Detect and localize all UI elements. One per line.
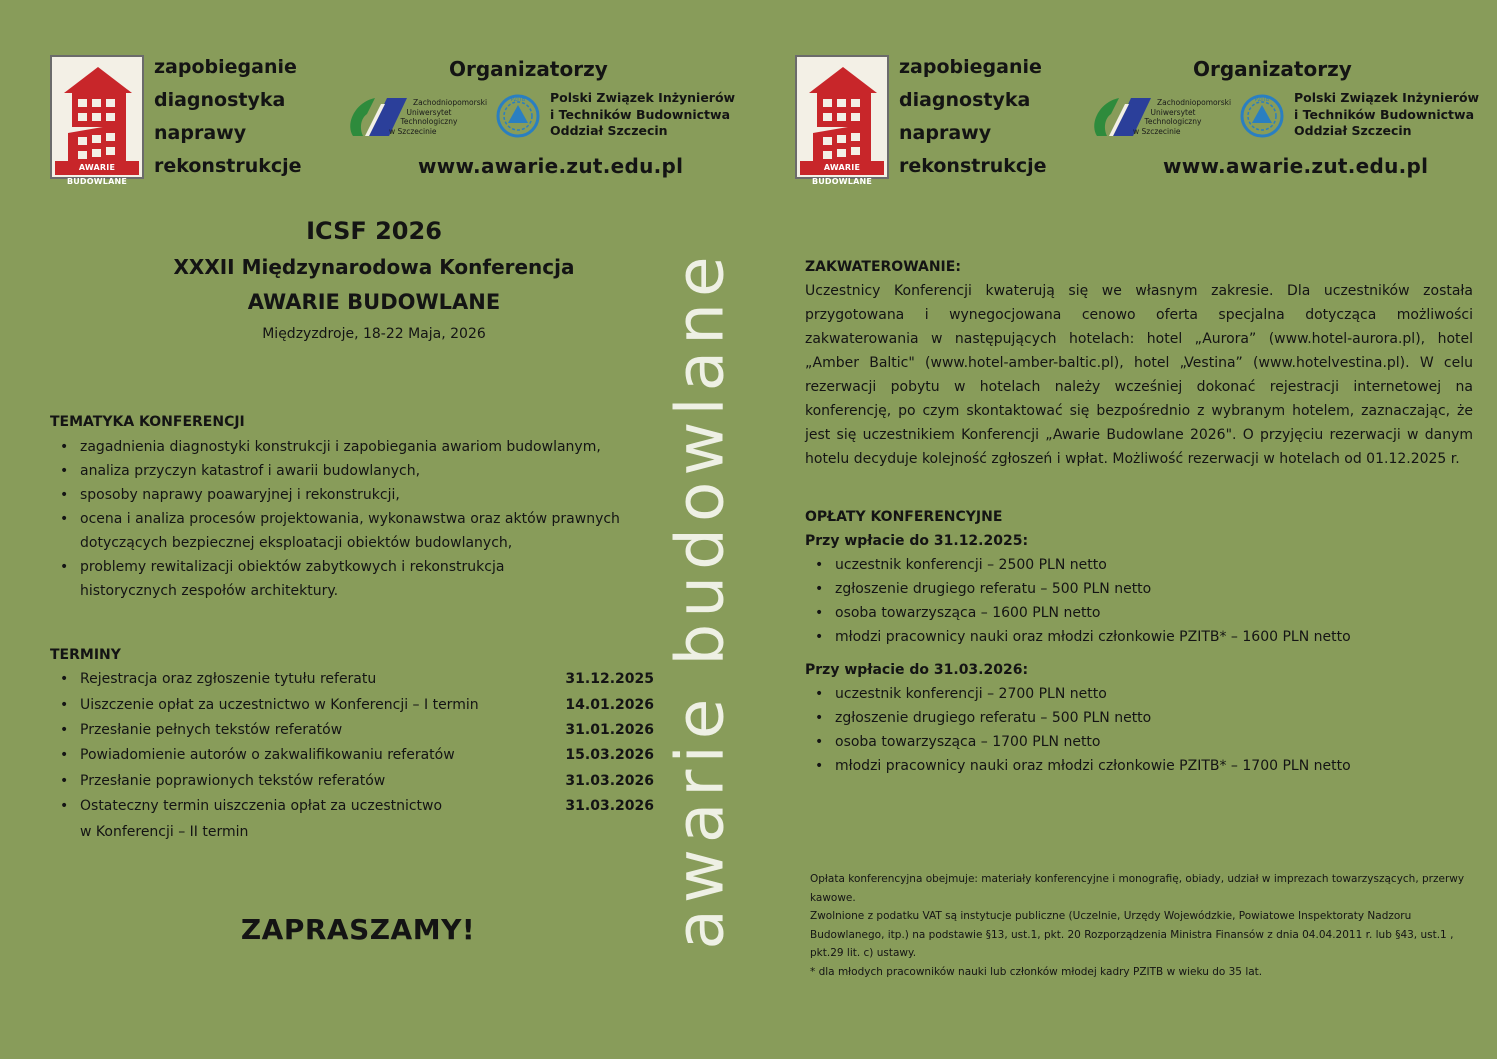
term-label: Uiszczenie opłat za uczestnictwo w Konferencji – I termin	[80, 697, 479, 713]
pzitb-logo-icon	[494, 93, 542, 139]
keyword-item: rekonstrukcje	[899, 155, 1047, 177]
term-label: Ostateczny termin uiszczenia opłat za uczestnictwo	[80, 798, 443, 814]
list-item: • uczestnik konferencji – 2500 PLN netto	[805, 553, 1465, 577]
logo-label: AWARIE BUDOWLANE	[800, 161, 884, 175]
pzitb-logo-icon	[1238, 93, 1286, 139]
zut-name	[389, 98, 488, 136]
list-item: • zgłoszenie drugiego referatu – 500 PLN netto	[805, 577, 1465, 601]
pzitb-line: Oddział Szczecin	[1294, 123, 1412, 138]
zut-line: Zachodniopomorski	[413, 98, 488, 107]
term-label: Powiadomienie autorów o zakwalifikowaniu referatów	[80, 747, 455, 763]
list-item: • uczestnik konferencji – 2700 PLN netto	[805, 682, 1465, 706]
list-item: • zgłoszenie drugiego referatu – 500 PLN netto	[805, 706, 1465, 730]
building-icon	[803, 63, 883, 163]
list-item: • osoba towarzysząca – 1700 PLN netto	[805, 730, 1465, 754]
conference-code: ICSF 2026	[306, 217, 442, 245]
note-text: Opłata konferencyjna obejmuje: materiały konferencyjne i monografię, obiady, udział w imprezach towarzyszących, przerwy kawowe.	[810, 873, 1465, 904]
pzitb-line: i Techników Budownictwa	[1294, 106, 1474, 122]
website-link[interactable]: www.awarie.zut.edu.pl	[418, 154, 684, 178]
term-date: 14.01.2026	[565, 697, 654, 713]
note-text: * dla młodych pracowników nauki lub członków młodej kadry PZITB w wieku do 35 lat.	[810, 965, 1263, 978]
keyword-list	[154, 51, 302, 183]
fees-notes	[810, 870, 1470, 981]
list-item: • sposoby naprawy poawaryjnej i rekonstrukcji,	[50, 483, 650, 507]
svg-text:PZITB: PZITB	[1254, 97, 1270, 103]
keyword-item: zapobieganie	[154, 56, 297, 78]
zut-line: Uniwersytet	[1150, 107, 1196, 117]
topics-heading: TEMATYKA KONFERENCJI	[50, 414, 245, 430]
accommodation-text: Uczestnicy Konferencji kwaterują się we własnym zakresie. Dla uczestników została przygotowana i wynegocjowana cenowo oferta specjalna dotycząca możliwości zakwaterowania w następujących hotelach: hotel „Aurora” (www.hotel-aurora.pl), hotel „Amber Baltic" (www.hotel-amber-baltic.pl), hotel „Vestina” (www.hotelvestina.pl). W celu rezerwacji pobytu w hotelach należy wcześniej dokonać rejestracji internetowej na konferencję, po czym skontaktować się bezpośrednio z wybranym hotelem, zaznaczając, że jest się uczestnikiem Konferencji „Awarie Budowlane 2026". O przyjęciu rezerwacji w danym hotelu decyduje kolejność zgłoszeń i wpłat. Możliwość rezerwacji w hotelach od 01.12.2025 r.	[805, 283, 1473, 467]
keyword-item: naprawy	[154, 122, 247, 144]
vertical-title-text: awarie budowlane	[661, 250, 739, 950]
logo-label: AWARIE BUDOWLANE	[55, 161, 139, 175]
zut-line: Technologiczny	[400, 117, 458, 126]
svg-text:PZITB: PZITB	[510, 97, 526, 103]
fees-list	[805, 553, 1465, 649]
keyword-item: diagnostyka	[899, 89, 1031, 111]
term-date: 31.03.2026	[565, 773, 654, 789]
term-label: Przesłanie poprawionych tekstów referatów	[80, 773, 386, 789]
note-text: Zwolnione z podatku VAT są instytucje publiczne (Uczelnie, Urzędy Wojewódzkie, Powiatowe Inspektoraty Nadzoru Budowlanego, itp.) na podstawie §13, ust.1, pkt. 20 Rozporządzenia Ministra Finansów z dnia 04.04.2011 r. lub §43, ust.1 , pkt.29 lit. c) ustawy.	[810, 910, 1454, 959]
fees-period: Przy wpłacie do 31.12.2025:	[805, 533, 1029, 549]
keyword-item: diagnostyka	[154, 89, 286, 111]
zut-line: Technologiczny	[1144, 117, 1202, 126]
term-date: 31.12.2025	[565, 671, 654, 687]
fees-period: Przy wpłacie do 31.03.2026:	[805, 662, 1029, 678]
zut-name	[1133, 98, 1232, 136]
pzitb-line: Polski Związek Inżynierów	[550, 90, 736, 105]
website-link[interactable]: www.awarie.zut.edu.pl	[1163, 154, 1429, 178]
conference-title: AWARIE BUDOWLANE	[247, 290, 501, 314]
accommodation-heading: ZAKWATEROWANIE:	[805, 259, 961, 275]
term-date: 31.01.2026	[565, 722, 654, 738]
keyword-item: zapobieganie	[899, 56, 1042, 78]
list-item: • zagadnienia diagnostyki konstrukcji i zapobiegania awariom budowlanym,	[50, 435, 650, 459]
conference-name: XXXII Międzynarodowa Konferencja	[173, 255, 575, 279]
topics-list	[50, 435, 650, 603]
zut-line: w Szczecinie	[1133, 126, 1181, 136]
awarie-budowlane-logo	[795, 55, 889, 186]
list-item: • młodzi pracownicy nauki oraz młodzi członkowie PZITB* – 1600 PLN netto	[805, 625, 1465, 649]
pzitb-line: i Techników Budownictwa	[550, 106, 730, 122]
pzitb-name	[550, 90, 735, 140]
invite-text: ZAPRASZAMY!	[240, 913, 476, 946]
terms-heading: TERMINY	[50, 647, 121, 663]
list-item: • osoba towarzysząca – 1600 PLN netto	[805, 601, 1465, 625]
place-and-date: Międzyzdroje, 18-22 Maja, 2026	[262, 326, 486, 342]
organizers-title: Organizatorzy	[1193, 57, 1352, 81]
term-label: Przesłanie pełnych tekstów referatów	[80, 722, 343, 738]
term-date: 31.03.2026	[565, 798, 654, 814]
fees-heading: OPŁATY KONFERENCYJNE	[805, 509, 1003, 525]
term-label: Rejestracja oraz zgłoszenie tytułu referatu	[80, 671, 377, 687]
organizers-title: Organizatorzy	[449, 57, 608, 81]
list-item: • młodzi pracownicy nauki oraz młodzi członkowie PZITB* – 1700 PLN netto	[805, 754, 1465, 778]
list-item: • analiza przyczyn katastrof i awarii budowlanych,	[50, 459, 650, 483]
term-date: 15.03.2026	[565, 747, 654, 763]
list-item: • ocena i analiza procesów projektowania, wykonawstwa oraz aktów prawnych dotyczących bezpiecznej eksploatacji obiektów budowlanych,	[50, 507, 650, 555]
keyword-item: rekonstrukcje	[154, 155, 302, 177]
term-continuation: w Konferencji – II termin	[80, 824, 249, 840]
building-icon	[58, 63, 138, 163]
pzitb-line: Oddział Szczecin	[550, 123, 668, 138]
zut-line: Uniwersytet	[406, 107, 452, 117]
fees-list	[805, 682, 1465, 778]
zut-line: w Szczecinie	[389, 126, 437, 136]
list-item: • problemy rewitalizacji obiektów zabytkowych i rekonstrukcja historycznych zespołów architektury.	[50, 555, 650, 603]
zut-line: Zachodniopomorski	[1157, 98, 1232, 107]
awarie-budowlane-logo	[50, 55, 144, 186]
pzitb-line: Polski Związek Inżynierów	[1294, 90, 1480, 105]
pzitb-name	[1294, 90, 1479, 140]
keyword-item: naprawy	[899, 122, 992, 144]
keyword-list	[899, 51, 1047, 183]
